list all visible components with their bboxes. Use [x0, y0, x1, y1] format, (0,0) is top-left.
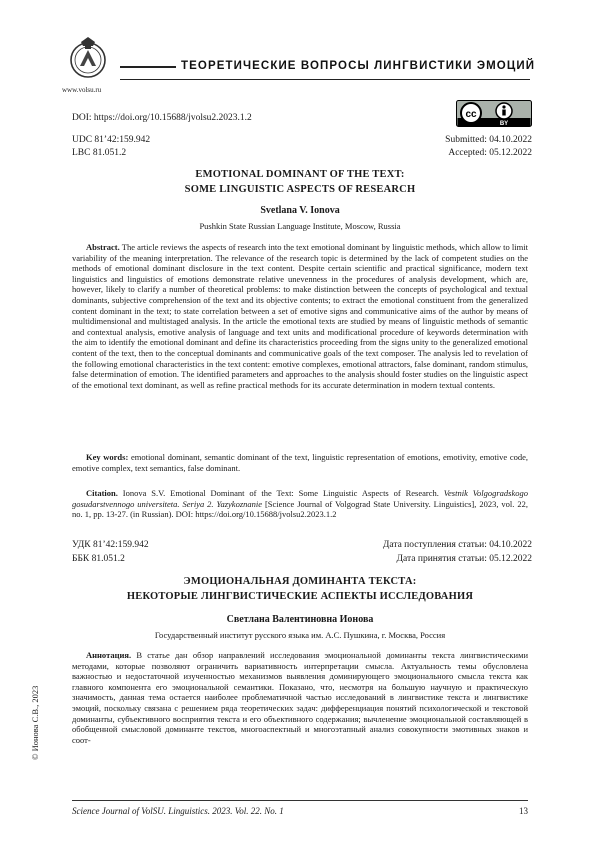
abstract-ru-text: В статье дан обзор направлений исследования эмоциональной доминанты текста лингвистическими методами, которые позволяют ограничить вариативность интерпретации смысла. Актуальность темы обусловлена важностью и недостаточной изученностью механизмов выявления доминирующего эмоционального смысла текста как главного компонента его эмоциональной семантики. Показано, что, несмотря на большую научную и практическую значимость, данная тема остается наиболее проблематичной частью исследований в лингвистике текста и лингвистике эмоций, поскольку связана с решением ряда теоретических задач: дифференциация понятий психологической и текстовой доминанты, субъективного восприятия текста и его объективного содержания; вычленение эмоциональной составляющей в обобщенной смысловой доминанте текстов, многоаспектный и многоэтапный анализ совокупности эмотивных знаков и соот-	[72, 650, 528, 745]
abstract-en-text: The article reviews the aspects of research into the text emotional dominant by linguistic methods, which allow to limit variability of the meaning interpretation. The relevance of the research topic is determined by the lack of competent studies on the methods of emotional dominant disclosure in the text content. Despite certain scientific and practical significance, modern text linguistics and linguistics of emotions demonstrate relative unevenness in the procedures of analysis development, which are, however, likely to clarify a number of theoretical problems: to make distinction between the concepts of psychological and textual dominants, subjective comprehension of the text and its objective contents; to extract the emotional constituent from the generalized content dominant in the text; to state correlation between a set of emotive signs and communicative aims of the author by means of multidimensional and multistaged analysis. In the article the emotional texts are studied by means of linguistic methods of semantic and contextual analysis, emotive analysis of language and text units and modificational procedure of keywords determination with the aim to identify the emotional dominant and define its characteristics proceeding from the signs unity to the generalized emotional content of the text, then to the conceptual dominants and communicative goals of the text composer. The analysis led to revelation of the following emotional characteristics in the text content: emotive complexes, emotional attractors, false dominant, random stimulus, false determination of emotion. The identified parameters and approaches to the analysis should foster studies on the linguistic aspect of the emotional text dominant, as well as refine practical methods for its accurate determination in modern textual contents.	[72, 242, 528, 390]
submitted-ru: Дата поступления статьи: 04.10.2022	[382, 540, 532, 550]
citation-en-authors: Ionova S.V. Emotional Dominant of the Text: Some Linguistic Aspects of Research.	[117, 488, 444, 498]
abstract-en	[72, 242, 528, 390]
abstract-ru-label: Аннотация.	[86, 650, 132, 660]
svg-text:cc: cc	[465, 109, 477, 120]
author-en: Svetlana V. Ionova	[260, 205, 340, 216]
cc-by-label: BY	[499, 121, 509, 127]
accepted-en: Accepted: 05.12.2022	[448, 148, 532, 158]
university-crest-icon	[66, 36, 110, 80]
title-ru-line2: НЕКОТОРЫЕ ЛИНГВИСТИЧЕСКИЕ АСПЕКТЫ ИССЛЕДОВАНИЯ	[126, 591, 474, 602]
submitted-en: Submitted: 04.10.2022	[445, 135, 532, 145]
doi-link[interactable]: DOI: https://doi.org/10.15688/jvolsu2.2023.1.2	[72, 113, 252, 123]
lbc-en: LBC 81.051.2	[72, 148, 127, 158]
header-rule-bottom	[120, 79, 530, 80]
cc-by-license-icon[interactable]	[456, 100, 532, 127]
citation-en-journal: Vestnik Volgogradskogo gosudarstvennogo universiteta. Seriya 2. Yazykoznanie	[72, 488, 528, 509]
citation-en-label: Citation.	[86, 488, 118, 498]
title-ru-line1: ЭМОЦИОНАЛЬНАЯ ДОМИНАНТА ТЕКСТА:	[183, 576, 417, 587]
abstract-en-label: Abstract.	[86, 242, 120, 252]
udc-en: UDC 81’42:159.942	[72, 135, 151, 145]
keywords-en-text: emotional dominant, semantic dominant of the text, linguistic representation of emotions, emotivity, emotive code, emotive complex, text semantics, false dominant.	[72, 452, 528, 473]
footer-journal: Science Journal of VolSU. Linguistics. 2023. Vol. 22. No. 1	[72, 806, 284, 816]
copyright-notice: © Ионова С.В., 2023	[30, 685, 40, 760]
udc-ru: УДК 81’42:159.942	[72, 540, 149, 550]
affiliation-en: Pushkin State Russian Language Institute, Moscow, Russia	[199, 221, 401, 231]
affiliation-ru: Государственный институт русского языка им. А.С. Пушкина, г. Москва, Россия	[154, 630, 446, 640]
lbc-ru: ББК 81.051.2	[72, 554, 125, 564]
keywords-en	[72, 452, 528, 473]
citation-en	[72, 488, 528, 520]
title-en-line2: SOME LINGUISTIC ASPECTS OF RESEARCH	[184, 184, 416, 195]
author-ru: Светлана Валентиновна Ионова	[226, 614, 374, 625]
footer-rule	[72, 800, 528, 801]
citation-en-rest: [Science Journal of Volgograd State University. Linguistics], 2023, vol. 22, no. 1, pp. 13-27. (in Russian). DOI: https://doi.org/10.15688/jvolsu2.2023.1.2	[72, 498, 529, 520]
title-en-line1: EMOTIONAL DOMINANT OF THE TEXT:	[195, 169, 405, 180]
accepted-ru: Дата принятия статьи: 05.12.2022	[396, 554, 532, 564]
site-url[interactable]: www.volsu.ru	[62, 86, 102, 94]
journal-section-title: ТЕОРЕТИЧЕСКИЕ ВОПРОСЫ ЛИНГВИСТИКИ ЭМОЦИЙ	[181, 60, 536, 72]
header-rule-left	[120, 66, 176, 68]
abstract-ru	[72, 650, 528, 745]
keywords-en-label: Key words:	[86, 452, 129, 462]
page-number: 13	[519, 806, 528, 816]
